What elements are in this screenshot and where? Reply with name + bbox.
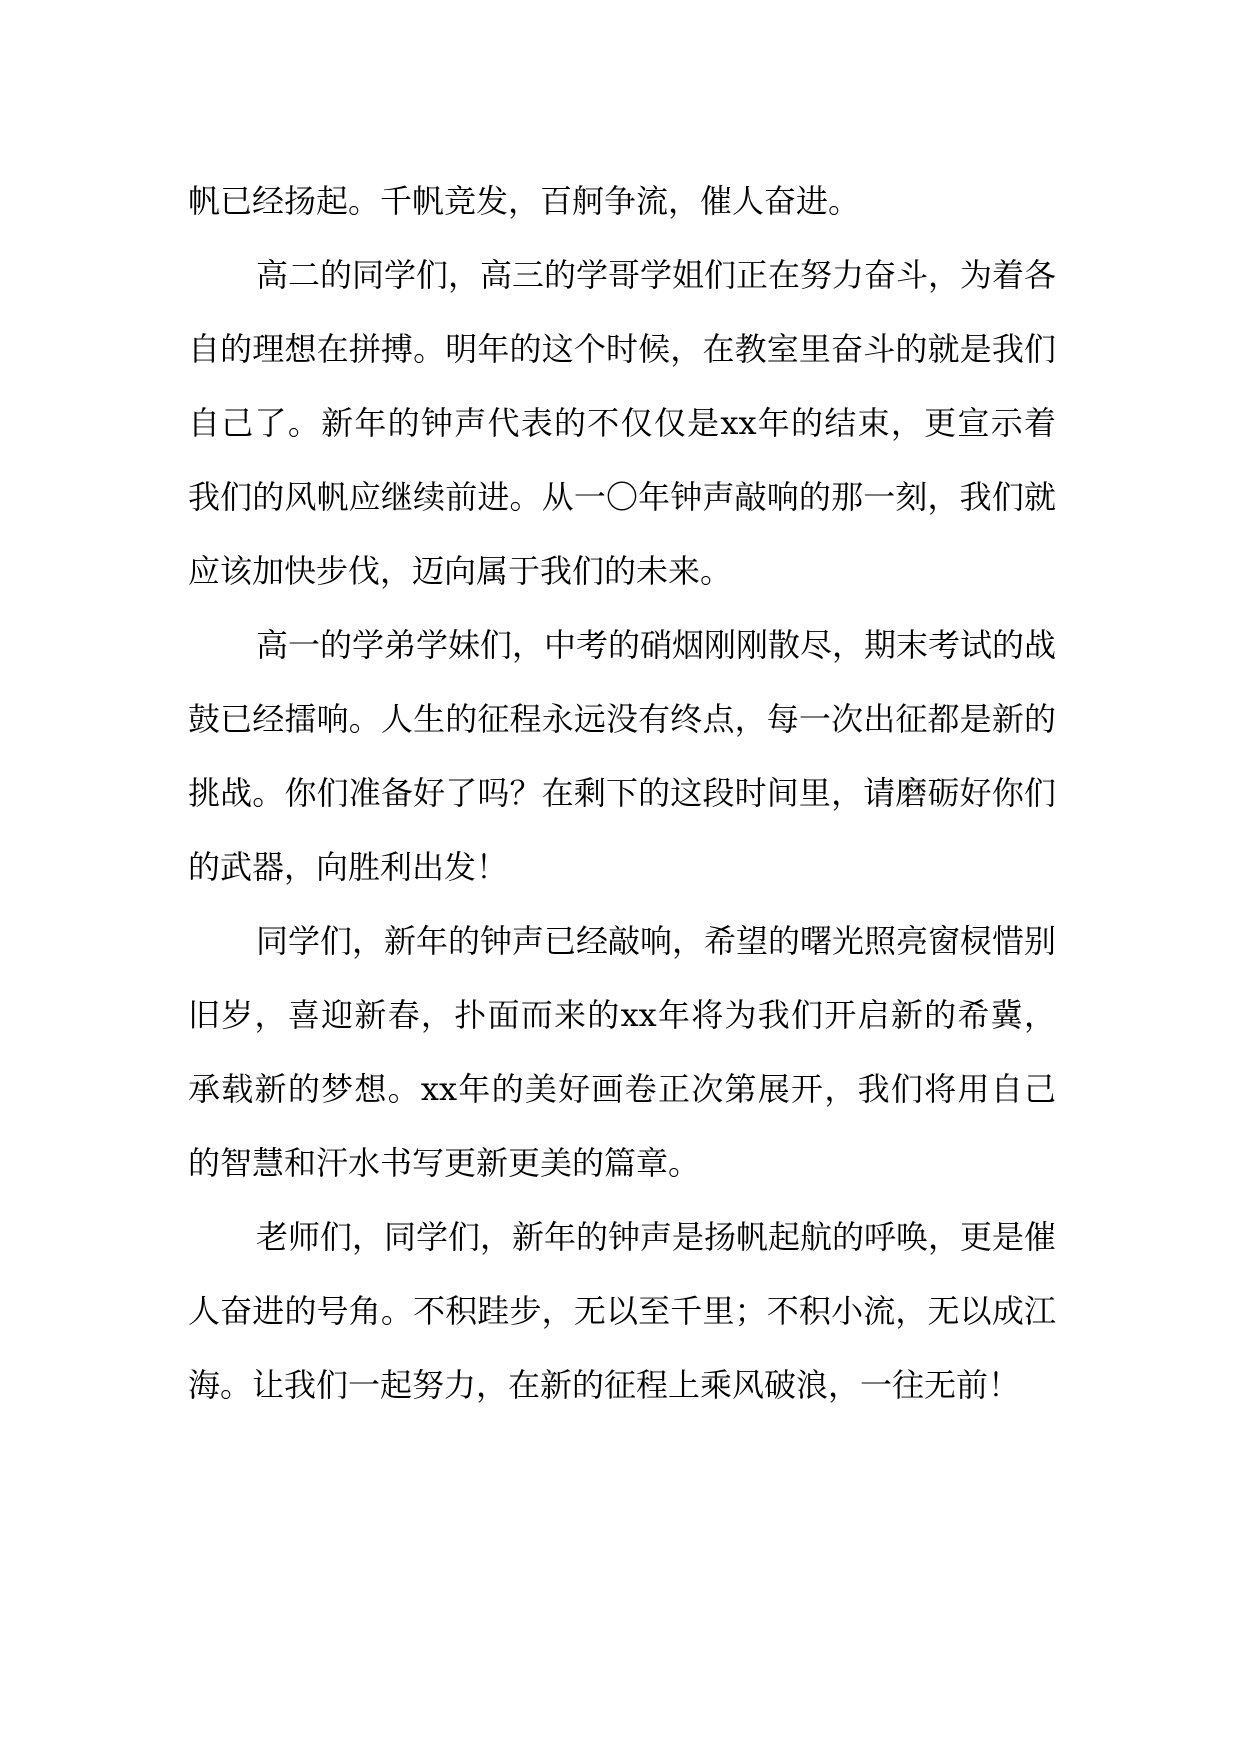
paragraph-senior-two: 高二的同学们，高三的学哥学姐们正在努力奋斗，为着各自的理想在拼搏。明年的这个时候，在教室里奋斗的就是我们自己了。新年的钟声代表的不仅仅是xx年的结束，更宣示着我们的风帆应继续前进。从一〇年钟声敲响的那一刻，我们就应该加快步伐，迈向属于我们的未来。 [188, 255, 1057, 590]
paragraph-senior-one: 高一的学弟学妹们，中考的硝烟刚刚散尽，期末考试的战鼓已经擂响。人生的征程永远没有终点，每一次出征都是新的挑战。你们准备好了吗？在剩下的这段时间里，请磨砺好你们的武器，向胜利出发！ [188, 625, 1057, 886]
document-body [188, 164, 1056, 1422]
paragraph-continuation: 帆已经扬起。千帆竞发，百舸争流，催人奋进。 [188, 181, 861, 220]
paragraph-new-year: 同学们，新年的钟声已经敲响，希望的曙光照亮窗棂惜别旧岁，喜迎新春，扑面而来的xx年将为我们开启新的希冀，承载新的梦想。xx年的美好画卷正次第展开，我们将用自己的智慧和汗水书写更新更美的篇章。 [188, 921, 1057, 1182]
paragraph-closing: 老师们，同学们，新年的钟声是扬帆起航的呼唤，更是催人奋进的号角。不积跬步，无以至千里；不积小流，无以成江海。让我们一起努力，在新的征程上乘风破浪，一往无前！ [188, 1217, 1057, 1404]
